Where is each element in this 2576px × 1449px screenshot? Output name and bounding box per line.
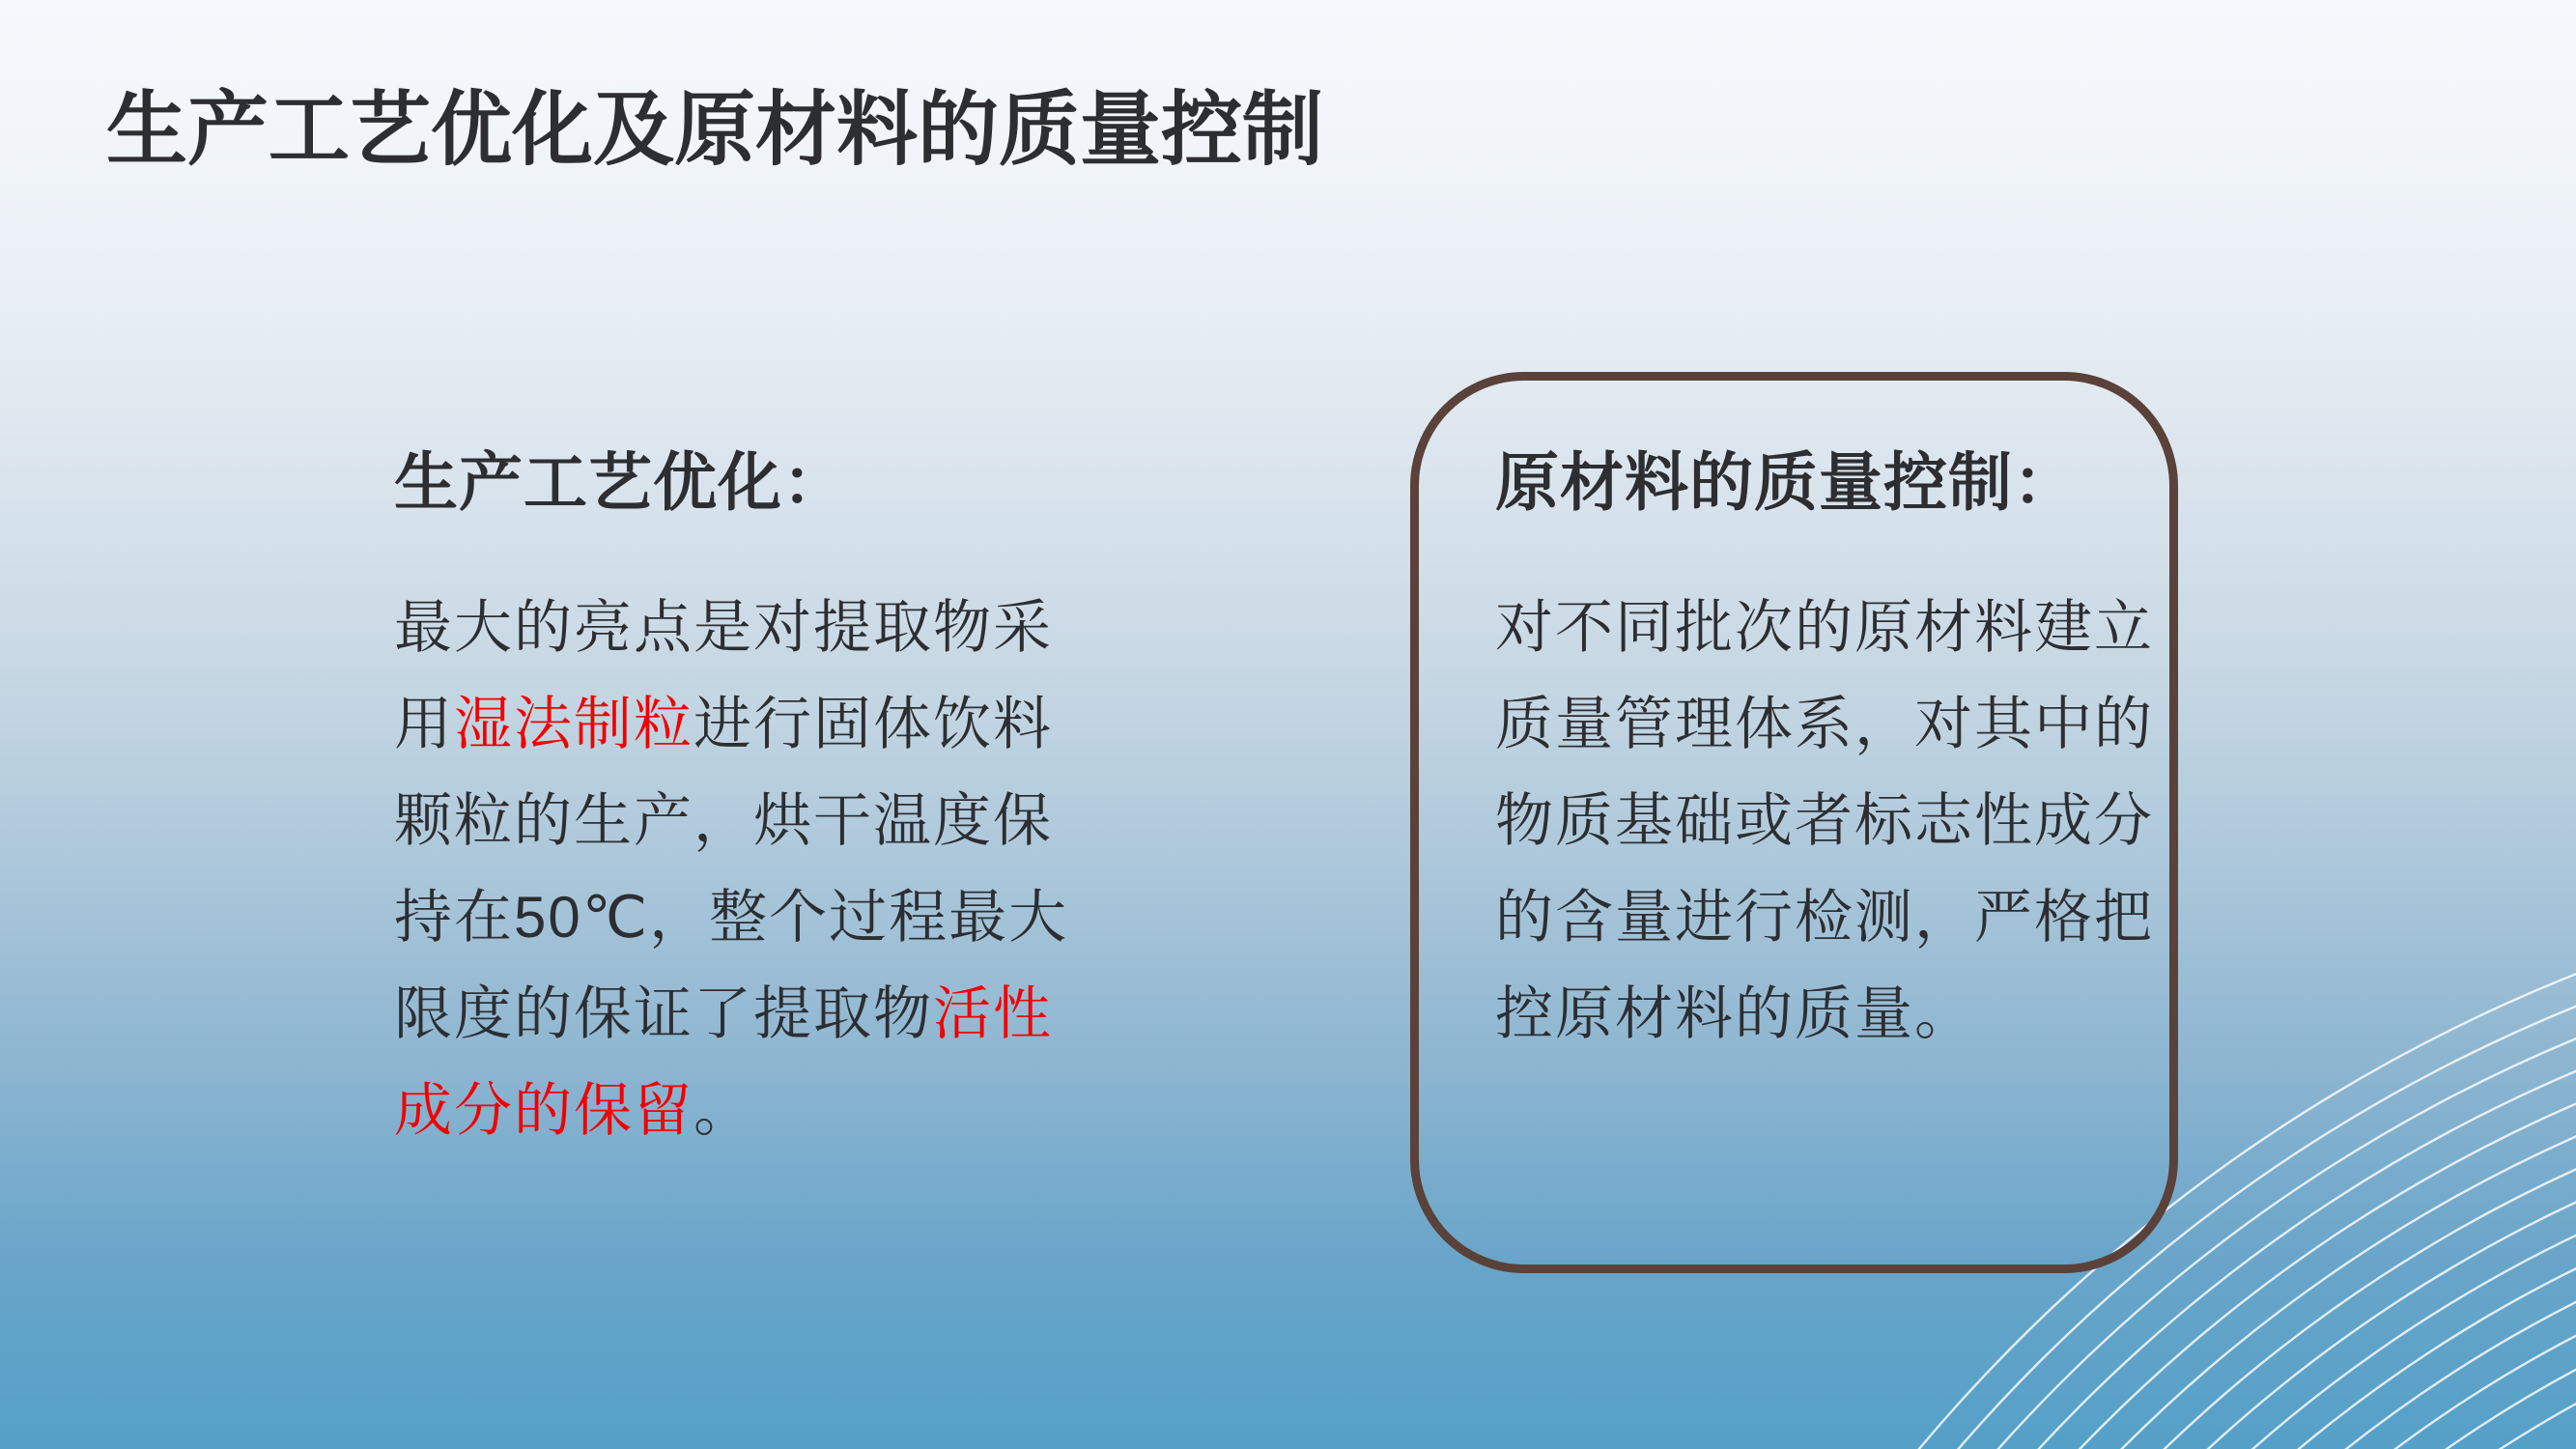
text-segment: 用	[394, 692, 454, 756]
text-line	[394, 869, 1147, 966]
highlighted-text-segment: 湿法制粒	[454, 692, 694, 756]
text-segment: 控原材料的质量。	[1495, 981, 1974, 1046]
left-panel-body	[394, 580, 1147, 1159]
text-segment: 对不同批次的原材料建立	[1495, 595, 2154, 660]
text-segment: 质量管理体系，对其中的	[1495, 692, 2154, 756]
text-segment: 颗粒的生产，烘干温度保	[394, 788, 1053, 853]
text-line	[1495, 773, 2169, 869]
slide-title: 生产工艺优化及原材料的质量控制	[106, 84, 1324, 175]
text-segment: 最大的亮点是对提取物采	[394, 595, 1053, 660]
text-segment: 限度的保证了提取物	[394, 981, 933, 1046]
right-panel-body	[1495, 580, 2169, 1063]
highlighted-text-segment: 成分的保留	[394, 1078, 694, 1143]
wave-arc	[1922, 1246, 2576, 1449]
text-segment: 。	[694, 1078, 753, 1143]
text-line	[1495, 966, 2169, 1063]
text-line	[394, 966, 1147, 1063]
left-panel	[394, 446, 1147, 1159]
text-segment: 持在50℃，整个过程最大	[394, 885, 1069, 950]
text-segment: 的含量进行检测，严格把	[1495, 885, 2154, 950]
text-line	[394, 676, 1147, 773]
text-line	[394, 773, 1147, 869]
text-line	[394, 1063, 1147, 1159]
text-line	[1495, 676, 2169, 773]
text-line	[1495, 869, 2169, 966]
right-panel-heading: 原材料的质量控制：	[1495, 446, 2078, 518]
right-panel-card	[1410, 372, 2178, 1273]
highlighted-text-segment: 活性	[933, 981, 1053, 1046]
left-panel-heading: 生产工艺优化：	[394, 446, 847, 518]
text-line	[1495, 580, 2169, 676]
text-segment: 物质基础或者标志性成分	[1495, 788, 2154, 853]
text-segment: 进行固体饮料	[694, 692, 1053, 756]
text-line	[394, 580, 1147, 676]
